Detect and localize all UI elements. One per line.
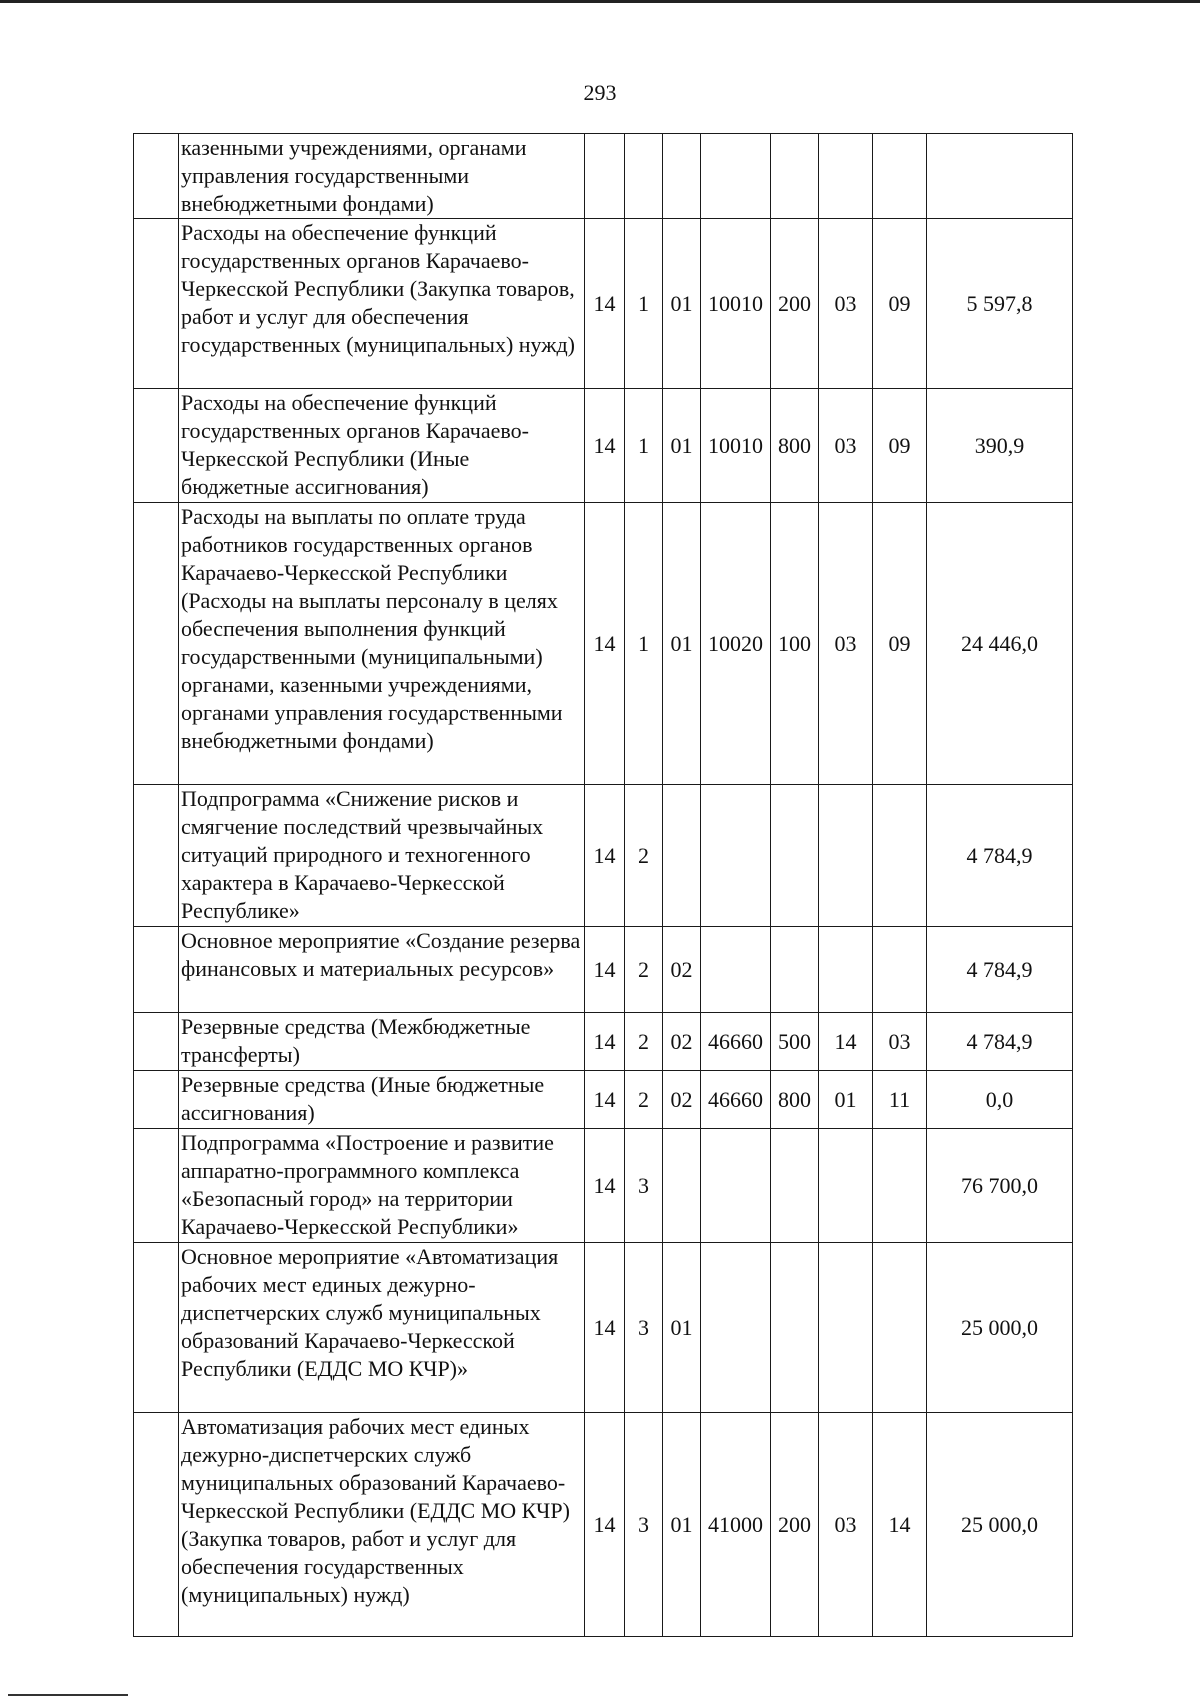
direction-code	[701, 785, 771, 927]
main-activity-code: 01	[663, 1243, 701, 1413]
main-activity-code	[663, 785, 701, 927]
program-code: 14	[585, 1129, 625, 1243]
subprogram-code: 1	[625, 219, 663, 389]
expense-type-code: 800	[771, 1071, 819, 1129]
amount	[927, 134, 1073, 219]
number-cell	[134, 219, 179, 389]
table-row	[134, 1013, 1073, 1071]
number-cell	[134, 1413, 179, 1637]
amount: 4 784,9	[927, 927, 1073, 1013]
number-cell	[134, 927, 179, 1013]
expense-type-code	[771, 1129, 819, 1243]
direction-code: 41000	[701, 1413, 771, 1637]
row-name: Основное мероприятие «Автоматизация рабочих мест единых дежурно-диспетчерских служб муниципальных образований Карачаево-Черкесской Республики (ЕДДС МО КЧР)»	[179, 1243, 585, 1413]
program-code: 14	[585, 785, 625, 927]
table-row	[134, 927, 1073, 1013]
number-cell	[134, 785, 179, 927]
amount: 24 446,0	[927, 503, 1073, 785]
main-activity-code: 01	[663, 503, 701, 785]
section-code	[819, 927, 873, 1013]
amount: 390,9	[927, 389, 1073, 503]
subsection-code	[873, 1243, 927, 1413]
expense-type-code	[771, 1243, 819, 1413]
subsection-code: 09	[873, 389, 927, 503]
direction-code: 46660	[701, 1071, 771, 1129]
amount: 0,0	[927, 1071, 1073, 1129]
subprogram-code: 2	[625, 785, 663, 927]
subsection-code: 14	[873, 1413, 927, 1637]
subprogram-code: 3	[625, 1243, 663, 1413]
program-code: 14	[585, 1413, 625, 1637]
subsection-code: 09	[873, 503, 927, 785]
program-code	[585, 134, 625, 219]
subsection-code: 03	[873, 1013, 927, 1071]
subsection-code	[873, 785, 927, 927]
table-row	[134, 1129, 1073, 1243]
page-number: 293	[583, 80, 617, 105]
amount: 5 597,8	[927, 219, 1073, 389]
subprogram-code: 2	[625, 1013, 663, 1071]
expense-type-code: 200	[771, 219, 819, 389]
program-code: 14	[585, 389, 625, 503]
program-code: 14	[585, 219, 625, 389]
section-code	[819, 785, 873, 927]
row-name: казенными учреждениями, органами управления государственными внебюджетными фондами)	[179, 134, 585, 219]
subsection-code	[873, 1129, 927, 1243]
row-name: Расходы на обеспечение функций государственных органов Карачаево-Черкесской Республики (Иные бюджетные ассигнования)	[179, 389, 585, 503]
direction-code	[701, 927, 771, 1013]
number-cell	[134, 1129, 179, 1243]
row-name: Подпрограмма «Снижение рисков и смягчение последствий чрезвычайных ситуаций природного и техногенного характера в Карачаево-Черкесской Республике»	[179, 785, 585, 927]
section-code	[819, 1129, 873, 1243]
main-activity-code: 01	[663, 1413, 701, 1637]
table-row	[134, 219, 1073, 389]
bottom-rule	[8, 1694, 128, 1696]
amount: 76 700,0	[927, 1129, 1073, 1243]
row-name: Основное мероприятие «Создание резерва финансовых и материальных ресурсов»	[179, 927, 585, 1013]
section-code	[819, 1243, 873, 1413]
program-code: 14	[585, 1013, 625, 1071]
budget-table	[133, 133, 1073, 1637]
direction-code	[701, 1243, 771, 1413]
section-code: 14	[819, 1013, 873, 1071]
table-row	[134, 1071, 1073, 1129]
program-code: 14	[585, 503, 625, 785]
subprogram-code: 2	[625, 927, 663, 1013]
expense-type-code	[771, 785, 819, 927]
expense-type-code	[771, 927, 819, 1013]
expense-type-code: 100	[771, 503, 819, 785]
amount: 4 784,9	[927, 1013, 1073, 1071]
row-name: Расходы на выплаты по оплате труда работников государственных органов Карачаево-Черкесской Республики (Расходы на выплаты персоналу в целях обеспечения выполнения функций государственными (муниципальными) органами, казенными учреждениями, органами управления государственными внебюджетными фондами)	[179, 503, 585, 785]
number-cell	[134, 1071, 179, 1129]
direction-code: 10010	[701, 389, 771, 503]
main-activity-code	[663, 134, 701, 219]
direction-code: 10010	[701, 219, 771, 389]
expense-type-code: 800	[771, 389, 819, 503]
expense-type-code: 200	[771, 1413, 819, 1637]
main-activity-code: 02	[663, 1013, 701, 1071]
row-name: Автоматизация рабочих мест единых дежурно-диспетчерских служб муниципальных образований Карачаево-Черкесской Республики (ЕДДС МО КЧР) (Закупка товаров, работ и услуг для обеспечения государственных (муниципальных) нужд)	[179, 1413, 585, 1637]
program-code: 14	[585, 1071, 625, 1129]
direction-code	[701, 134, 771, 219]
direction-code	[701, 1129, 771, 1243]
row-name: Резервные средства (Межбюджетные трансферты)	[179, 1013, 585, 1071]
number-cell	[134, 1243, 179, 1413]
table-row	[134, 503, 1073, 785]
program-code: 14	[585, 927, 625, 1013]
row-name: Расходы на обеспечение функций государственных органов Карачаево-Черкесской Республики (Закупка товаров, работ и услуг для обеспечения государственных (муниципальных) нужд)	[179, 219, 585, 389]
section-code: 01	[819, 1071, 873, 1129]
subprogram-code: 3	[625, 1413, 663, 1637]
table-row	[134, 1243, 1073, 1413]
top-rule	[0, 0, 1200, 3]
subprogram-code: 3	[625, 1129, 663, 1243]
amount: 25 000,0	[927, 1413, 1073, 1637]
subsection-code	[873, 134, 927, 219]
subsection-code: 09	[873, 219, 927, 389]
table-row	[134, 785, 1073, 927]
section-code: 03	[819, 219, 873, 389]
direction-code: 10020	[701, 503, 771, 785]
row-name: Резервные средства (Иные бюджетные ассигнования)	[179, 1071, 585, 1129]
subprogram-code: 2	[625, 1071, 663, 1129]
subprogram-code	[625, 134, 663, 219]
section-code	[819, 134, 873, 219]
table-row	[134, 389, 1073, 503]
table-row	[134, 134, 1073, 219]
subsection-code	[873, 927, 927, 1013]
expense-type-code	[771, 134, 819, 219]
amount: 4 784,9	[927, 785, 1073, 927]
program-code: 14	[585, 1243, 625, 1413]
main-activity-code: 01	[663, 219, 701, 389]
subprogram-code: 1	[625, 389, 663, 503]
number-cell	[134, 1013, 179, 1071]
section-code: 03	[819, 503, 873, 785]
amount: 25 000,0	[927, 1243, 1073, 1413]
number-cell	[134, 389, 179, 503]
subsection-code: 11	[873, 1071, 927, 1129]
section-code: 03	[819, 1413, 873, 1637]
direction-code: 46660	[701, 1013, 771, 1071]
main-activity-code: 02	[663, 1071, 701, 1129]
row-name: Подпрограмма «Построение и развитие аппаратно-программного комплекса «Безопасный город» на территории Карачаево-Черкесской Республики»	[179, 1129, 585, 1243]
main-activity-code: 01	[663, 389, 701, 503]
table-row	[134, 1413, 1073, 1637]
expense-type-code: 500	[771, 1013, 819, 1071]
subprogram-code: 1	[625, 503, 663, 785]
number-cell	[134, 134, 179, 219]
number-cell	[134, 503, 179, 785]
main-activity-code: 02	[663, 927, 701, 1013]
main-activity-code	[663, 1129, 701, 1243]
section-code: 03	[819, 389, 873, 503]
